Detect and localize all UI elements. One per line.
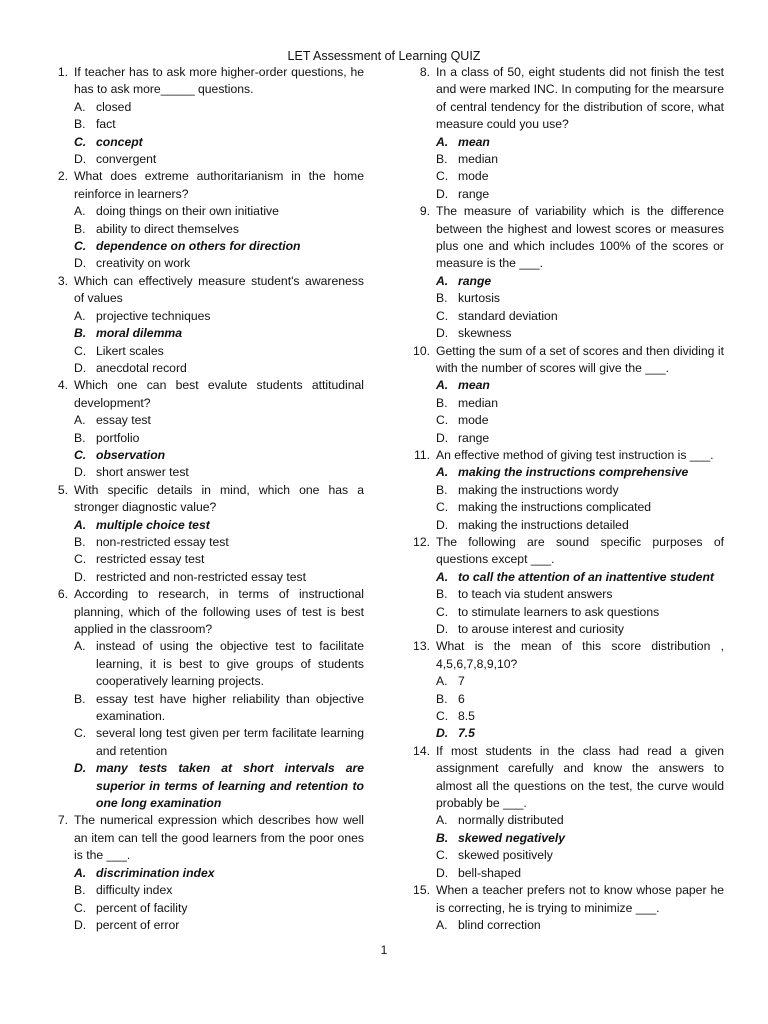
question-stem: Which one can best evalute students attitudinal development?: [74, 378, 364, 410]
question-body: [68, 812, 364, 934]
option-text: discrimination index: [96, 865, 215, 880]
answer-option-correct: [74, 447, 364, 464]
question-item: [402, 743, 724, 882]
option-letter: C.: [74, 552, 87, 567]
question-stem: The measure of variability which is the difference between the highest and lowest scores or measures plus one and which includes 100% of the scores or measure is the ___.: [436, 204, 724, 271]
answer-option: [436, 151, 724, 168]
option-text: Likert scales: [96, 343, 164, 358]
option-letter: D.: [74, 917, 87, 932]
option-text: mean: [458, 134, 490, 149]
answer-option: [436, 621, 724, 638]
question-number: 14.: [413, 743, 430, 758]
question-number: 8.: [419, 65, 430, 79]
question-number: 15.: [413, 883, 430, 898]
option-letter: B.: [436, 587, 448, 602]
option-letter: B.: [436, 291, 448, 306]
option-text: to stimulate learners to ask questions: [458, 604, 660, 619]
answer-option: [436, 325, 724, 342]
option-text: making the instructions complicated: [458, 500, 652, 515]
question-stem: If most students in the class had read a given assignment carefully and know the answers to almost all the questions on the test, the curve would probably be ___.: [436, 743, 724, 811]
answer-option: [74, 255, 364, 272]
option-text: range: [458, 186, 490, 201]
question-stem: With specific details in mind, which one has a stronger diagnostic value?: [74, 482, 364, 515]
question-item: [402, 343, 724, 447]
answer-option-correct: [74, 325, 364, 342]
option-text: dependence on others for direction: [96, 239, 301, 254]
option-text: many tests taken at short intervals are superior in terms of learning and retention to one long examination: [96, 761, 364, 811]
option-letter: C.: [436, 848, 449, 863]
question-item: [40, 377, 364, 481]
question-body: [68, 377, 364, 481]
option-text: standard deviation: [458, 308, 558, 323]
answer-option: [436, 186, 724, 203]
question-stem: In a class of 50, eight students did not finish the test and were marked INC. In computing for the mearsure of central tendency for the distribution of score, what measure could you use?: [436, 65, 724, 132]
option-letter: B.: [74, 117, 86, 132]
question-item: [40, 273, 364, 377]
option-text: ability to direct themselves: [96, 221, 239, 236]
option-letter: B.: [74, 326, 87, 341]
option-text: moral dilemma: [96, 326, 183, 341]
question-number: 13.: [413, 639, 430, 654]
answer-option: [436, 290, 724, 307]
question-number: 6.: [57, 587, 68, 602]
option-letter: B.: [436, 482, 448, 497]
option-text: range: [458, 273, 492, 288]
option-text: percent of facility: [96, 900, 188, 915]
answer-option: [74, 882, 364, 899]
answer-option: [74, 412, 364, 429]
option-text: to call the attention of an inattentive student: [458, 569, 714, 584]
question-body: [430, 343, 724, 447]
option-letter: C.: [436, 169, 449, 184]
option-text: to teach via student answers: [458, 587, 613, 602]
question-stem: The numerical expression which describes how well an item can tell the good learners from the poor ones is the ___.: [74, 813, 364, 863]
option-text: projective techniques: [96, 308, 211, 323]
option-letter: A.: [436, 569, 449, 584]
answer-option: [436, 499, 724, 516]
option-text: to arouse interest and curiosity: [458, 622, 624, 636]
option-text: restricted essay test: [96, 552, 205, 567]
answer-option: [74, 99, 364, 116]
answer-option: [74, 203, 364, 220]
answer-option-correct: [74, 517, 364, 534]
question-item: [402, 882, 724, 934]
answer-option: [74, 464, 364, 481]
option-letter: C.: [74, 239, 87, 254]
option-letter: D.: [436, 865, 449, 880]
question-number: 1.: [57, 65, 68, 79]
question-stem: What is the mean of this score distribution , 4,5,6,7,8,9,10?: [436, 639, 724, 671]
option-text: mean: [458, 378, 490, 393]
answer-option: [436, 917, 724, 934]
option-letter: C.: [74, 134, 87, 149]
question-item: [402, 203, 724, 342]
right-column: [402, 64, 724, 934]
option-letter: C.: [436, 500, 449, 515]
page-title: LET Assessment of Learning QUIZ: [287, 49, 481, 63]
question-number: 7.: [57, 813, 68, 828]
question-body: [68, 586, 364, 812]
option-letter: D.: [436, 326, 449, 341]
answer-option: [74, 360, 364, 377]
answer-option: [74, 151, 364, 168]
answer-option: [74, 725, 364, 760]
answer-option: [436, 430, 724, 447]
answer-option: [74, 221, 364, 238]
answer-option: [436, 865, 724, 882]
option-letter: D.: [436, 517, 449, 532]
option-letter: B.: [74, 430, 86, 445]
question-stem: An effective method of giving test instruction is ___.: [436, 447, 714, 462]
option-text: median: [458, 395, 498, 410]
option-letter: D.: [74, 761, 87, 776]
option-text: essay test: [96, 413, 151, 428]
answer-option: [436, 395, 724, 412]
option-letter: A.: [436, 674, 448, 689]
option-letter: C.: [74, 343, 87, 358]
option-letter: B.: [436, 152, 448, 167]
option-letter: B.: [74, 534, 86, 549]
option-text: making the instructions detailed: [458, 517, 629, 532]
answer-option: [74, 569, 364, 586]
question-item: [402, 64, 724, 203]
answer-option-correct: [436, 134, 724, 151]
question-stem: Getting the sum of a set of scores and then dividing it with the number of scores will give the ___.: [436, 343, 724, 375]
option-letter: D.: [436, 726, 449, 741]
option-text: short answer test: [96, 465, 189, 480]
question-body: [430, 447, 724, 534]
option-letter: A.: [436, 917, 448, 932]
option-letter: A.: [74, 99, 86, 114]
option-text: 6: [458, 691, 465, 706]
option-text: creativity on work: [96, 256, 191, 271]
question-body: [68, 64, 364, 168]
answer-option: [74, 116, 364, 133]
option-text: several long test given per term facilitate learning and retention: [96, 726, 364, 758]
option-letter: D.: [436, 622, 449, 636]
answer-option-correct: [436, 725, 724, 742]
option-text: restricted and non-restricted essay test: [96, 569, 306, 584]
answer-option: [74, 430, 364, 447]
question-stem: What does extreme authoritarianism in the home reinforce in learners?: [74, 169, 364, 201]
option-letter: B.: [436, 830, 449, 845]
question-body: [430, 203, 724, 342]
option-text: fact: [96, 117, 116, 132]
option-text: mode: [458, 413, 489, 428]
answer-option: [74, 917, 364, 934]
question-item: [40, 64, 364, 168]
option-letter: D.: [436, 186, 449, 201]
question-item: [402, 534, 724, 638]
option-letter: D.: [74, 256, 87, 271]
option-letter: A.: [436, 378, 449, 393]
option-letter: B.: [436, 395, 448, 410]
option-text: portfolio: [96, 430, 140, 445]
option-text: difficulty index: [96, 883, 173, 898]
left-column: [40, 64, 364, 934]
option-text: non-restricted essay test: [96, 534, 229, 549]
question-item: [402, 447, 724, 534]
option-letter: A.: [436, 273, 449, 288]
option-letter: A.: [436, 134, 449, 149]
option-letter: A.: [74, 865, 87, 880]
option-text: concept: [96, 134, 143, 149]
answer-option: [436, 482, 724, 499]
answer-option: [74, 343, 364, 360]
option-text: essay test have higher reliability than objective examination.: [96, 691, 364, 724]
question-body: [68, 482, 364, 586]
question-stem: When a teacher prefers not to know whose paper he is correcting, he is trying to minimize ___.: [436, 883, 724, 915]
answer-option: [436, 586, 724, 603]
question-stem: The following are sound specific purposes of questions except ___.: [436, 534, 724, 567]
answer-option: [436, 168, 724, 185]
answer-option: [74, 900, 364, 917]
option-letter: B.: [74, 883, 86, 898]
answer-option-correct: [74, 134, 364, 151]
answer-option-correct: [436, 377, 724, 394]
option-letter: D.: [74, 465, 87, 480]
option-letter: B.: [74, 221, 86, 236]
answer-option: [436, 308, 724, 325]
question-body: [430, 534, 724, 638]
option-letter: A.: [436, 465, 449, 480]
answer-option-correct: [74, 760, 364, 812]
answer-option-correct: [74, 865, 364, 882]
option-text: range: [458, 430, 490, 445]
answer-option-correct: [436, 273, 724, 290]
answer-option-correct: [436, 830, 724, 847]
answer-option: [436, 708, 724, 725]
answer-option: [436, 691, 724, 708]
answer-option: [436, 412, 724, 429]
answer-option-correct: [74, 238, 364, 255]
answer-option: [74, 534, 364, 551]
answer-option-correct: [436, 569, 724, 586]
question-stem: If teacher has to ask more higher-order questions, he has to ask more_____ questions.: [74, 65, 364, 97]
question-body: [430, 638, 724, 742]
option-text: kurtosis: [458, 291, 500, 306]
question-item: [40, 586, 364, 812]
question-item: [40, 482, 364, 586]
option-text: closed: [96, 99, 132, 114]
question-number: 9.: [419, 204, 430, 219]
question-number: 5.: [57, 482, 68, 497]
option-letter: A.: [74, 639, 86, 654]
option-text: 8.5: [458, 709, 475, 724]
option-text: skewness: [458, 326, 512, 341]
answer-option: [436, 812, 724, 829]
option-text: bell-shaped: [458, 865, 522, 880]
option-letter: C.: [74, 447, 87, 462]
option-letter: A.: [74, 204, 86, 219]
option-letter: A.: [74, 308, 86, 323]
option-letter: C.: [436, 308, 449, 323]
option-letter: C.: [436, 709, 449, 724]
question-stem: According to research, in terms of instructional planning, which of the following uses of test is best applied in the classroom?: [74, 587, 364, 636]
question-body: [430, 743, 724, 882]
option-text: doing things on their own initiative: [96, 204, 279, 219]
option-letter: A.: [74, 517, 87, 532]
question-number: 4.: [57, 378, 68, 393]
question-body: [68, 168, 364, 272]
question-stem: Which can effectively measure student's awareness of values: [74, 273, 364, 306]
option-text: making the instructions comprehensive: [458, 465, 689, 480]
answer-option: [436, 847, 724, 864]
answer-option: [436, 604, 724, 621]
option-text: 7.5: [458, 726, 475, 741]
option-text: skewed positively: [458, 848, 553, 863]
answer-option: [74, 551, 364, 568]
question-number: 11.: [413, 447, 430, 462]
answer-option: [436, 673, 724, 690]
option-letter: C.: [436, 413, 449, 428]
question-number: 10.: [413, 343, 430, 358]
option-letter: D.: [74, 569, 87, 584]
answer-option: [74, 691, 364, 726]
option-text: median: [458, 152, 498, 167]
question-item: [40, 168, 364, 272]
answer-option-correct: [436, 464, 724, 481]
option-text: mode: [458, 169, 489, 184]
option-text: blind correction: [458, 917, 541, 932]
option-text: convergent: [96, 152, 157, 167]
option-letter: D.: [436, 430, 449, 445]
question-number: 12.: [413, 534, 430, 549]
option-letter: C.: [74, 900, 87, 915]
option-letter: B.: [74, 691, 86, 706]
option-letter: D.: [74, 152, 87, 167]
option-letter: A.: [74, 413, 86, 428]
option-letter: D.: [74, 360, 87, 375]
option-text: multiple choice test: [96, 517, 210, 532]
option-text: skewed negatively: [458, 830, 566, 845]
question-item: [402, 638, 724, 742]
option-letter: A.: [436, 813, 448, 828]
answer-option: [74, 638, 364, 690]
option-text: 7: [458, 674, 465, 689]
option-letter: C.: [436, 604, 449, 619]
answer-option: [436, 517, 724, 534]
option-text: observation: [96, 447, 166, 462]
question-number: 3.: [57, 273, 68, 288]
page-number: 1: [380, 943, 388, 957]
option-letter: B.: [436, 691, 448, 706]
option-text: percent of error: [96, 917, 180, 932]
question-body: [68, 273, 364, 377]
question-item: [40, 812, 364, 934]
question-body: [430, 64, 724, 203]
question-body: [430, 882, 724, 934]
question-number: 2.: [57, 169, 68, 184]
option-text: instead of using the objective test to facilitate learning, it is best to give groups of students cooperatively learning projects.: [96, 639, 364, 689]
answer-option: [74, 308, 364, 325]
option-text: anecdotal record: [96, 360, 187, 375]
option-text: making the instructions wordy: [458, 482, 619, 497]
option-letter: C.: [74, 726, 87, 741]
option-text: normally distributed: [458, 813, 564, 828]
